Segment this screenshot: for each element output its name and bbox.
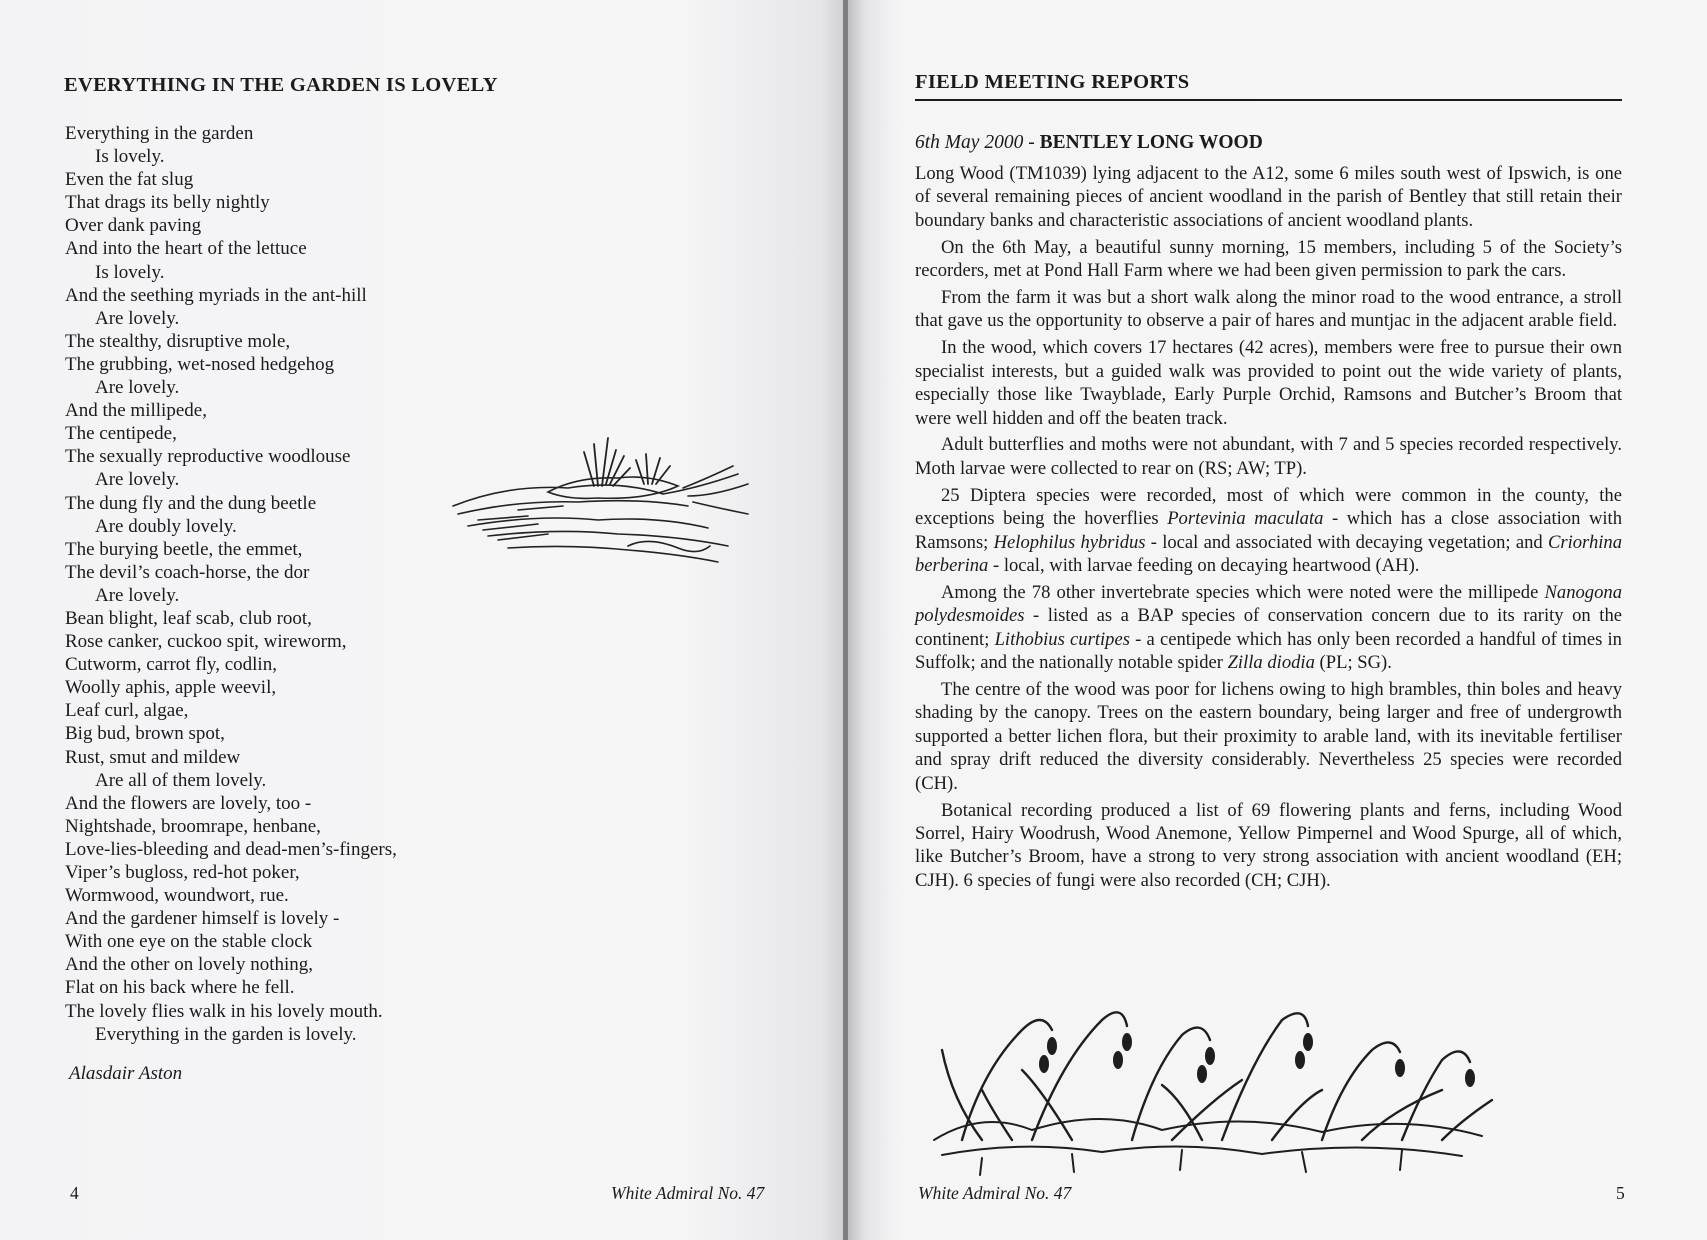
title-rule [915, 99, 1622, 101]
paragraph-text: - a centipede which has only been recorded a handful of times in Suffolk; and the nationally notable spider [915, 628, 1622, 674]
paragraph-text: Among the 78 other invertebrate species which were noted were the millipede [941, 581, 1545, 603]
species-name: Helophilus hybridus [993, 531, 1146, 553]
reports-title: FIELD MEETING REPORTS [915, 71, 1190, 93]
species-name: Zilla diodia [1227, 652, 1315, 674]
poem-author: Alasdair Aston [69, 1063, 183, 1084]
poem-line: Are doubly lovely. [95, 515, 237, 537]
meeting-date: 6th May 2000 - [915, 132, 1040, 153]
report-paragraph [915, 433, 1622, 480]
poem-line: Bean blight, leaf scab, club root, [65, 607, 312, 629]
poem-title: EVERYTHING IN THE GARDEN IS LOVELY [64, 74, 498, 96]
poem-line: Is lovely. [95, 261, 165, 283]
poem-line: Rose canker, cuckoo spit, wireworm, [65, 631, 347, 653]
bluebell-sketch [922, 990, 1512, 1180]
poem-line: And the seething myriads in the ant-hill [65, 284, 367, 306]
report-paragraph [915, 581, 1622, 675]
paragraph-text: The centre of the wood was poor for lichens owing to high brambles, thin boles and heavy shading by the canopy. Trees on the eastern boundary, being larger and free of undergrowth supported a better lichen flora, but their proximity to arable land, with its inevitable fertiliser and spray drift reduced the diversity considerably. Nevertheless 25 species were recorded (CH). [915, 679, 1622, 794]
report-paragraph [915, 678, 1622, 795]
poem-line: And into the heart of the lettuce [65, 238, 307, 260]
poem-line: The burying beetle, the emmet, [65, 538, 303, 560]
paragraph-text: On the 6th May, a beautiful sunny morning, 15 members, including 5 of the Society’s recorders, met at Pond Hall Farm where we had been given permission to park the cars. [915, 236, 1622, 282]
paragraph-text: From the farm it was but a short walk along the minor road to the wood entrance, a stroll that gave us the opportunity to observe a pair of hares and muntjac in the adjacent arable field. [915, 287, 1622, 332]
poem-line: Wormwood, woundwort, rue. [65, 885, 289, 907]
paragraph-text: In the wood, which covers 17 hectares (42 acres), members were free to pursue their own specialist interests, but a guided walk was provided to point out the wide variety of plants, especially those like Twayblade, Early Purple Orchid, Ramsons and Butcher’s Broom that were well hidden and off the beaten track. [915, 337, 1622, 429]
poem-line: The grubbing, wet-nosed hedgehog [65, 353, 335, 375]
paragraph-text: Botanical recording produced a list of 69 flowering plants and ferns, including Wood Sorrel, Hairy Woodrush, Wood Anemone, Yellow Pimpernel and Wood Spurge, all of which, like Butcher’s Broom, have a strong to very strong association with ancient woodland (EH; CJH). 6 species of fungi were also recorded (CH; CJH). [915, 799, 1622, 891]
left-page [0, 0, 845, 1240]
poem-line: And the gardener himself is lovely - [65, 908, 340, 930]
poem-line: Big bud, brown spot, [65, 723, 225, 745]
poem-line: Are all of them lovely. [95, 769, 267, 791]
poem [65, 122, 525, 1046]
report-paragraph [915, 236, 1622, 283]
poem-line: Are lovely. [95, 307, 180, 329]
paragraph-text: - local and associated with decaying vegetation; and [1145, 531, 1548, 553]
poem-line: Love-lies-bleeding and dead-men’s-fingers, [65, 838, 397, 860]
poem-line: And the flowers are lovely, too - [65, 792, 312, 814]
page-number-left: 4 [70, 1183, 79, 1203]
footer-right: White Admiral No. 47 [918, 1183, 1072, 1203]
poem-line: The dung fly and the dung beetle [65, 492, 317, 514]
species-name: Criorhina berberina [915, 531, 1622, 576]
report-paragraph [915, 336, 1622, 430]
poem-line: Nightshade, broomrape, henbane, [65, 815, 321, 837]
poem-line: The lovely flies walk in his lovely mouth. [65, 1000, 383, 1022]
slug-on-log-sketch [448, 436, 768, 571]
poem-line: Everything in the garden is lovely. [95, 1023, 357, 1045]
paragraph-text: (PL; SG). [1314, 652, 1392, 674]
poem-line: Cutworm, carrot fly, codlin, [65, 654, 277, 676]
page-number-right: 5 [1616, 1183, 1625, 1203]
meeting-subhead [915, 132, 1263, 154]
poem-line: Viper’s bugloss, red-hot poker, [65, 862, 300, 883]
poem-line: That drags its belly nightly [65, 192, 270, 214]
report-paragraph [915, 162, 1622, 232]
paragraph-text: 25 Diptera species were recorded, most of which were common in the county, the exceptions being the hoverflies [915, 484, 1622, 530]
poem-line: The sexually reproductive woodlouse [65, 446, 351, 468]
paragraph-text: Long Wood (TM1039) lying adjacent to the A12, some 6 miles south west of Ipswich, is one of several remaining pieces of ancient woodland in the parish of Bentley that still retain their boundary banks and characteristic associations of ancient woodland plants. [915, 163, 1622, 231]
poem-line: The devil’s coach-horse, the dor [65, 561, 310, 583]
poem-line: And the other on lovely nothing, [65, 954, 314, 976]
poem-line: Are lovely. [95, 584, 180, 606]
species-name: Nanogona polydesmoides [915, 581, 1622, 627]
meeting-place: BENTLEY LONG WOOD [1039, 132, 1263, 153]
poem-line: Woolly aphis, apple weevil, [65, 677, 277, 699]
report-paragraph [915, 286, 1622, 333]
paragraph-text: Adult butterflies and moths were not abundant, with 7 and 5 species recorded respectively. Moth larvae were collected to rear on (RS; AW; TP). [915, 434, 1622, 479]
report-body [915, 162, 1622, 896]
poem-line: The centipede, [65, 423, 177, 445]
species-name: Portevinia maculata [1167, 508, 1324, 530]
poem-line: Leaf curl, algae, [65, 700, 189, 722]
report-paragraph [915, 484, 1622, 578]
poem-line: And the millipede, [65, 400, 207, 422]
poem-line: Rust, smut and mildew [65, 746, 241, 768]
poem-line: Even the fat slug [65, 169, 194, 191]
poem-line: Everything in the garden [65, 123, 254, 144]
paragraph-text: - local, with larvae feeding on decaying heartwood (AH). [988, 555, 1420, 576]
poem-line: With one eye on the stable clock [65, 931, 313, 953]
footer-left: White Admiral No. 47 [611, 1183, 765, 1203]
paragraph-text: - which has a close association with Ramsons; [915, 508, 1623, 553]
paragraph-text: - listed as a BAP species of conservation concern due to its rarity on the continent; [915, 605, 1622, 650]
poem-line: The stealthy, disruptive mole, [65, 330, 291, 352]
poem-line: Flat on his back where he fell. [65, 977, 295, 999]
poem-line: Are lovely. [95, 377, 180, 399]
species-name: Lithobius curtipes [994, 628, 1130, 650]
poem-line: Is lovely. [95, 146, 165, 168]
poem-line: Are lovely. [95, 469, 180, 491]
poem-line: Over dank paving [65, 215, 202, 237]
report-paragraph [915, 799, 1622, 893]
